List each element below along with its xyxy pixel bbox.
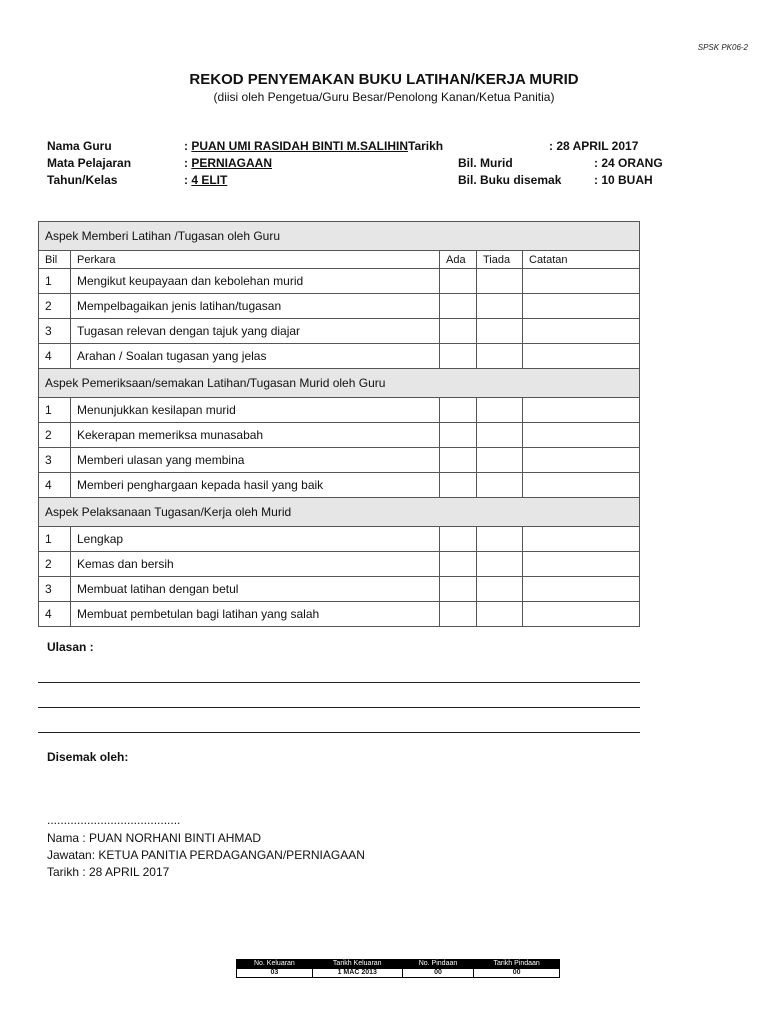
table-row <box>39 294 640 319</box>
column-header-bil: Bil <box>39 251 71 269</box>
tiada-checkbox-cell[interactable] <box>477 473 523 498</box>
revision-value: 00 <box>402 969 474 978</box>
ada-checkbox-cell[interactable] <box>440 602 477 627</box>
tiada-checkbox-cell[interactable] <box>477 552 523 577</box>
revision-value: 00 <box>474 969 560 978</box>
row-bil: 4 <box>39 473 71 498</box>
tahun-kelas-text: 4 ELIT <box>191 173 228 187</box>
row-bil: 2 <box>39 423 71 448</box>
row-perkara: Memberi ulasan yang membina <box>71 448 440 473</box>
bil-murid-value: : 24 ORANG <box>594 156 663 170</box>
tiada-checkbox-cell[interactable] <box>477 319 523 344</box>
section-header-row <box>39 369 640 398</box>
revision-header: No. Keluaran <box>237 960 313 969</box>
document-code: SPSK PK06-2 <box>697 43 748 52</box>
ada-checkbox-cell[interactable] <box>440 527 477 552</box>
mata-pelajaran-text: PERNIAGAAN <box>191 156 273 170</box>
ulasan-line-1[interactable] <box>38 682 640 683</box>
row-perkara: Kekerapan memeriksa munasabah <box>71 423 440 448</box>
page-subtitle: (diisi oleh Pengetua/Guru Besar/Penolong Kanan/Ketua Panitia) <box>213 90 555 104</box>
row-perkara: Mengikut keupayaan dan kebolehan murid <box>71 269 440 294</box>
ada-checkbox-cell[interactable] <box>440 577 477 602</box>
table-row <box>39 269 640 294</box>
catatan-cell[interactable] <box>523 398 640 423</box>
revision-header: No. Pindaan <box>402 960 474 969</box>
catatan-cell[interactable] <box>523 473 640 498</box>
nama-guru-text: PUAN UMI RASIDAH BINTI M.SALIHIN <box>191 139 409 153</box>
row-bil: 3 <box>39 448 71 473</box>
catatan-cell[interactable] <box>523 344 640 369</box>
tarikh-value: : 28 APRIL 2017 <box>549 139 639 153</box>
signature-jawatan: Jawatan: KETUA PANITIA PERDAGANGAN/PERNIAGAAN <box>47 848 365 862</box>
bil-murid-label: Bil. Murid <box>458 156 513 170</box>
table-row <box>39 552 640 577</box>
ada-checkbox-cell[interactable] <box>440 423 477 448</box>
page-title: REKOD PENYEMAKAN BUKU LATIHAN/KERJA MURID <box>189 71 579 88</box>
row-bil: 3 <box>39 319 71 344</box>
section-title: Aspek Pemeriksaan/semakan Latihan/Tugasan Murid oleh Guru <box>39 369 640 398</box>
table-row <box>39 448 640 473</box>
ulasan-label: Ulasan : <box>47 640 94 654</box>
row-bil: 1 <box>39 527 71 552</box>
section-title: Aspek Memberi Latihan /Tugasan oleh Guru <box>39 222 640 251</box>
tiada-checkbox-cell[interactable] <box>477 423 523 448</box>
column-header-catatan: Catatan <box>523 251 640 269</box>
tiada-checkbox-cell[interactable] <box>477 294 523 319</box>
mata-pelajaran-value <box>184 156 272 170</box>
bil-buku-label: Bil. Buku disemak <box>458 173 562 187</box>
row-bil: 4 <box>39 344 71 369</box>
disemak-label: Disemak oleh: <box>47 750 129 764</box>
revision-header-row <box>237 960 560 969</box>
table-row <box>39 602 640 627</box>
tiada-checkbox-cell[interactable] <box>477 344 523 369</box>
row-perkara: Arahan / Soalan tugasan yang jelas <box>71 344 440 369</box>
revision-header: Tarikh Pindaan <box>474 960 560 969</box>
column-header-tiada: Tiada <box>477 251 523 269</box>
row-bil: 2 <box>39 294 71 319</box>
catatan-cell[interactable] <box>523 294 640 319</box>
tiada-checkbox-cell[interactable] <box>477 527 523 552</box>
table-row <box>39 577 640 602</box>
tiada-checkbox-cell[interactable] <box>477 577 523 602</box>
tiada-checkbox-cell[interactable] <box>477 602 523 627</box>
row-perkara: Menunjukkan kesilapan murid <box>71 398 440 423</box>
tarikh-label: Tarikh <box>408 139 444 153</box>
catatan-cell[interactable] <box>523 602 640 627</box>
ulasan-line-3[interactable] <box>38 732 640 733</box>
catatan-cell[interactable] <box>523 448 640 473</box>
revision-table <box>236 959 560 978</box>
column-header-perkara: Perkara <box>71 251 440 269</box>
catatan-cell[interactable] <box>523 552 640 577</box>
row-perkara: Mempelbagaikan jenis latihan/tugasan <box>71 294 440 319</box>
ada-checkbox-cell[interactable] <box>440 473 477 498</box>
section-header-row <box>39 222 640 251</box>
row-perkara: Membuat pembetulan bagi latihan yang salah <box>71 602 440 627</box>
table-row <box>39 344 640 369</box>
ulasan-line-2[interactable] <box>38 707 640 708</box>
row-bil: 1 <box>39 269 71 294</box>
ada-checkbox-cell[interactable] <box>440 269 477 294</box>
section-title: Aspek Pelaksanaan Tugasan/Kerja oleh Murid <box>39 498 640 527</box>
checklist-table <box>38 221 640 627</box>
section-header-row <box>39 498 640 527</box>
table-row <box>39 527 640 552</box>
catatan-cell[interactable] <box>523 319 640 344</box>
colon: : <box>184 156 188 170</box>
row-perkara: Tugasan relevan dengan tajuk yang diajar <box>71 319 440 344</box>
tahun-kelas-label: Tahun/Kelas <box>47 173 118 187</box>
tiada-checkbox-cell[interactable] <box>477 269 523 294</box>
signature-nama: Nama : PUAN NORHANI BINTI AHMAD <box>47 831 262 845</box>
row-perkara: Memberi penghargaan kepada hasil yang baik <box>71 473 440 498</box>
ada-checkbox-cell[interactable] <box>440 398 477 423</box>
ada-checkbox-cell[interactable] <box>440 319 477 344</box>
row-bil: 3 <box>39 577 71 602</box>
row-bil: 1 <box>39 398 71 423</box>
ada-checkbox-cell[interactable] <box>440 344 477 369</box>
column-header-ada: Ada <box>440 251 477 269</box>
catatan-cell[interactable] <box>523 423 640 448</box>
tiada-checkbox-cell[interactable] <box>477 448 523 473</box>
mata-pelajaran-label: Mata Pelajaran <box>47 156 132 170</box>
ada-checkbox-cell[interactable] <box>440 294 477 319</box>
tiada-checkbox-cell[interactable] <box>477 398 523 423</box>
row-perkara: Lengkap <box>71 527 440 552</box>
tahun-kelas-value <box>184 173 227 187</box>
signature-dots: ........................................ <box>47 813 181 827</box>
colon: : <box>184 173 188 187</box>
bil-buku-value: : 10 BUAH <box>594 173 653 187</box>
revision-value: 1 MAC 2013 <box>312 969 402 978</box>
row-bil: 2 <box>39 552 71 577</box>
row-perkara: Kemas dan bersih <box>71 552 440 577</box>
ada-checkbox-cell[interactable] <box>440 448 477 473</box>
revision-value-row <box>237 969 560 978</box>
table-row <box>39 398 640 423</box>
catatan-cell[interactable] <box>523 577 640 602</box>
row-perkara: Membuat latihan dengan betul <box>71 577 440 602</box>
catatan-cell[interactable] <box>523 269 640 294</box>
table-row <box>39 423 640 448</box>
table-row <box>39 473 640 498</box>
table-row <box>39 319 640 344</box>
revision-header: Tarikh Keluaran <box>312 960 402 969</box>
row-bil: 4 <box>39 602 71 627</box>
column-header-row <box>39 251 640 269</box>
nama-guru-label: Nama Guru <box>47 139 112 153</box>
signature-tarikh: Tarikh : 28 APRIL 2017 <box>47 865 170 879</box>
revision-value: 03 <box>237 969 313 978</box>
ada-checkbox-cell[interactable] <box>440 552 477 577</box>
colon: : <box>184 139 188 153</box>
nama-guru-value <box>184 139 443 153</box>
catatan-cell[interactable] <box>523 527 640 552</box>
